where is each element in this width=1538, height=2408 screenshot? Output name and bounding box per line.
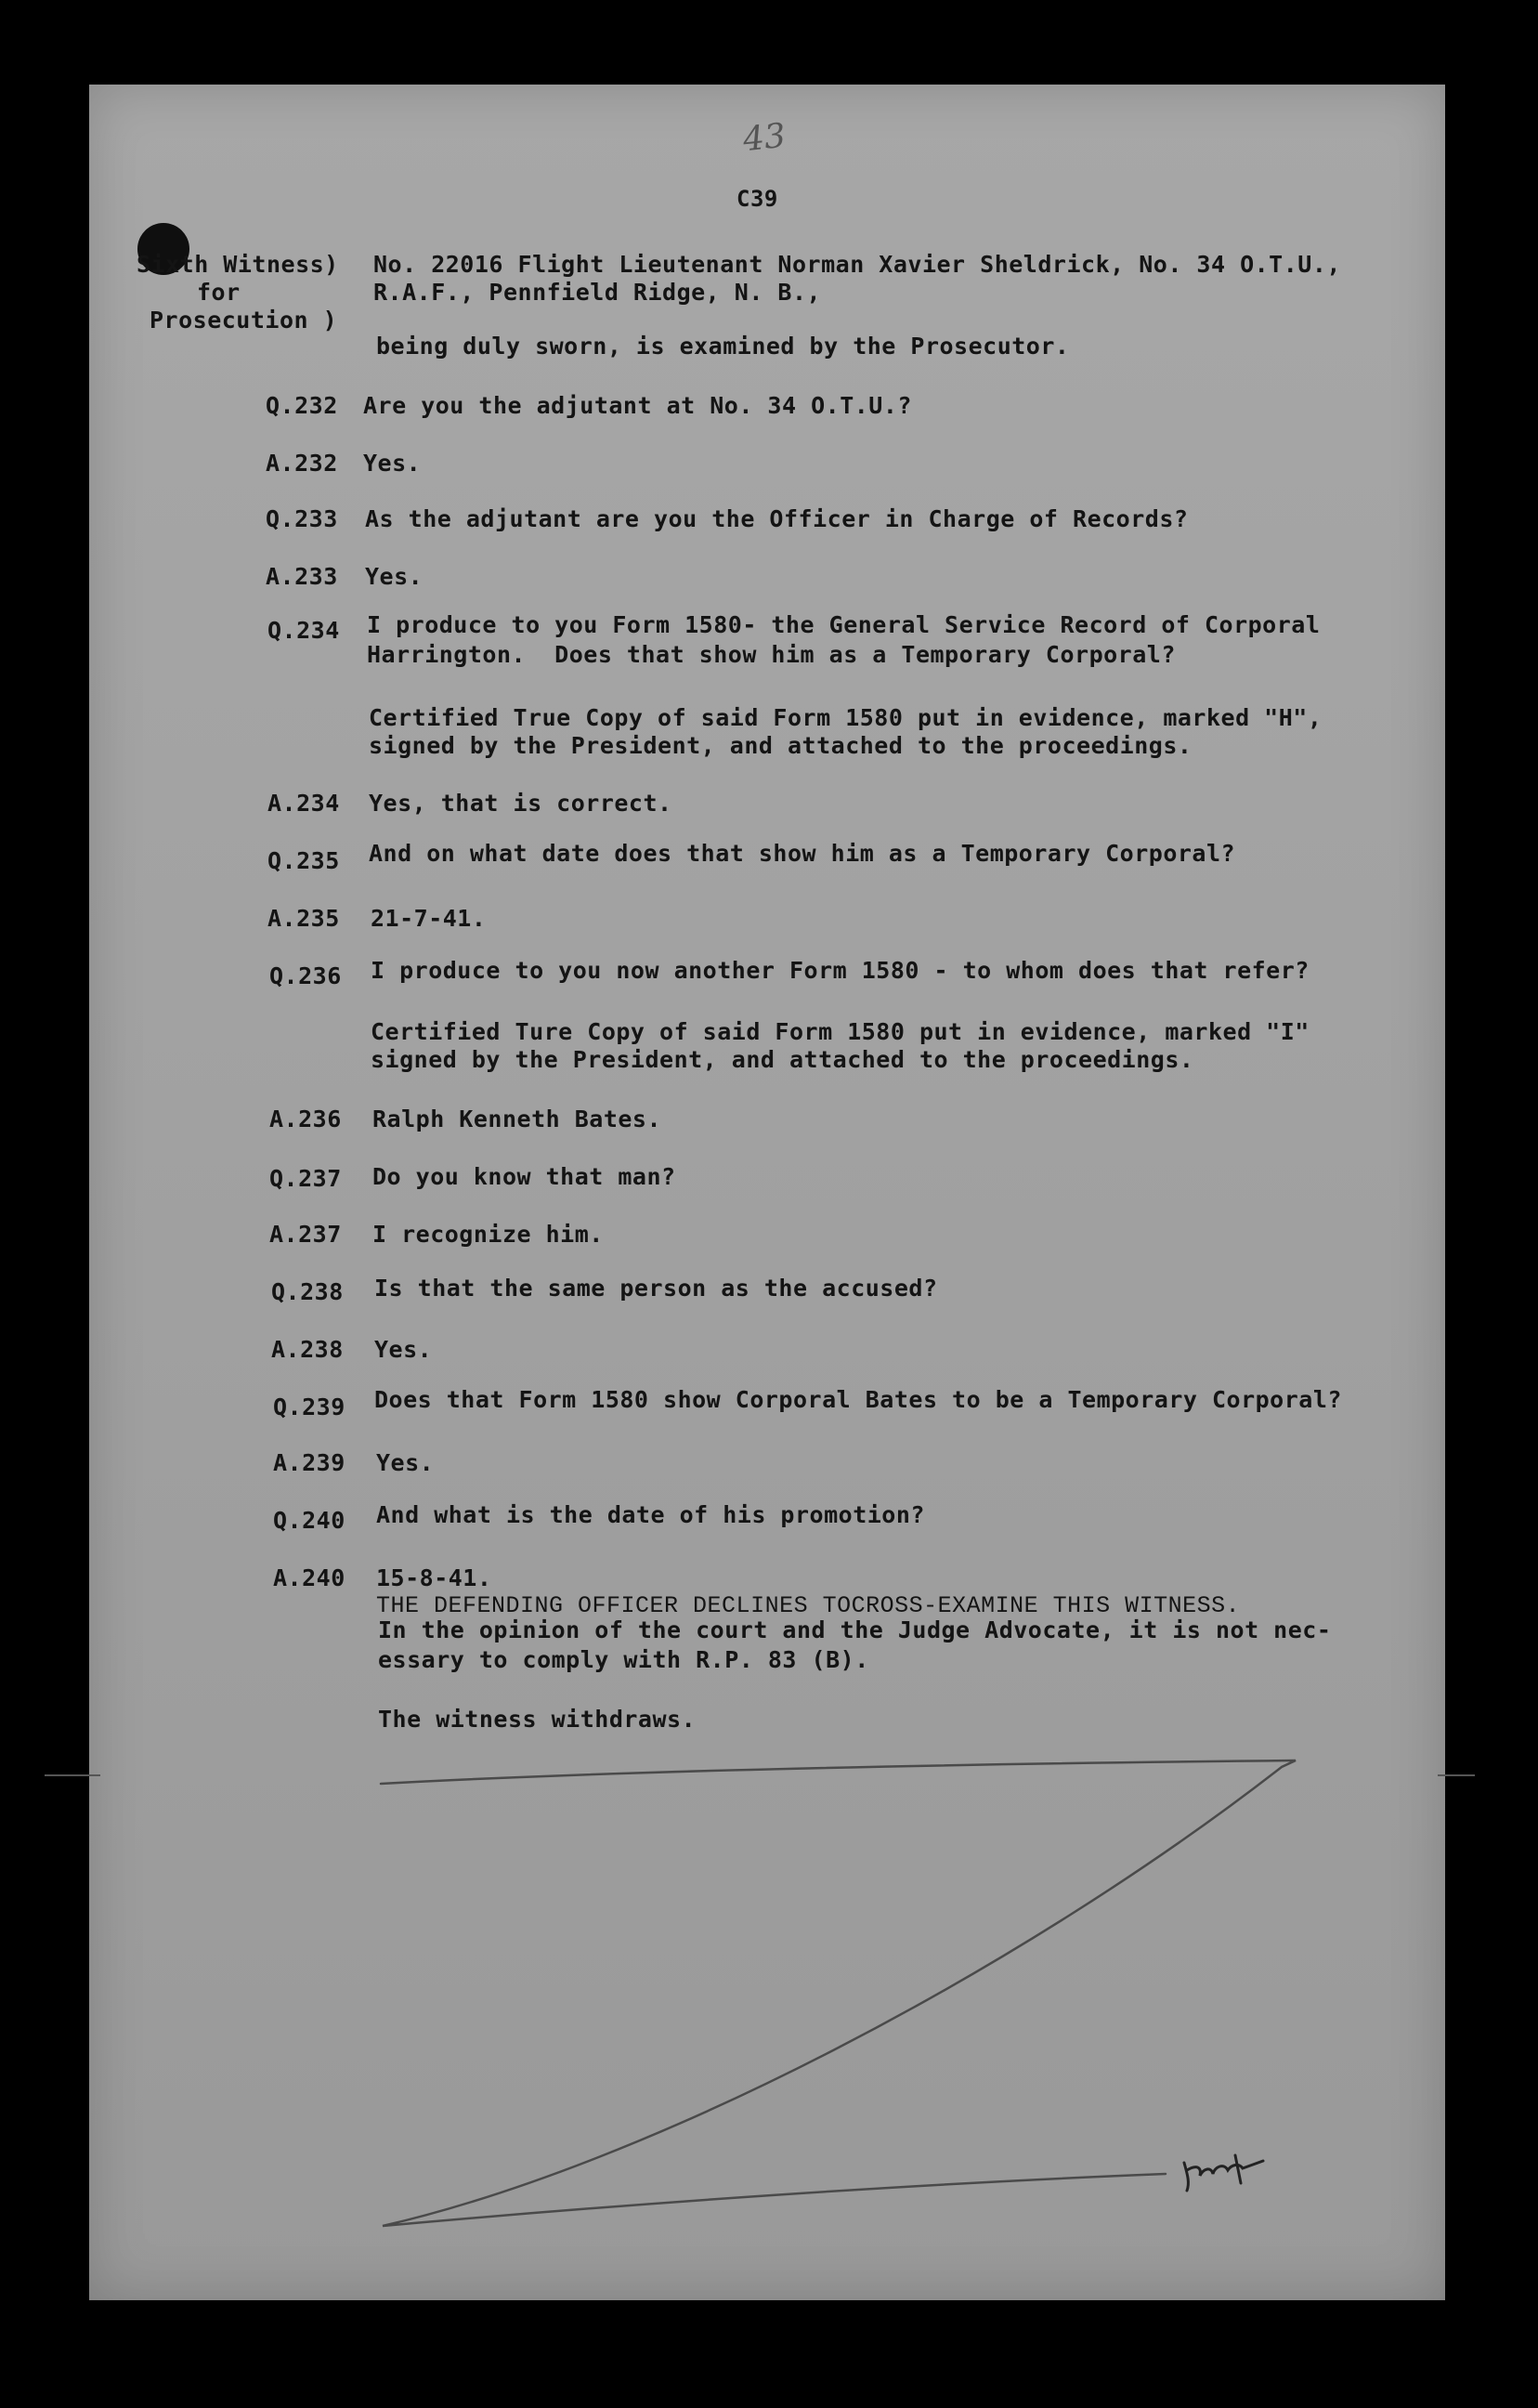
entry-label: Q.236 <box>269 962 342 989</box>
declines-statement: THE DEFENDING OFFICER DECLINES TOCROSS-EXAMINE THIS WITNESS. <box>376 1592 1241 1619</box>
entry-label: A.232 <box>266 450 338 477</box>
scan-edge-mark <box>1438 1774 1475 1776</box>
entry-text: Do you know that man? <box>372 1163 676 1190</box>
entry-label: A.235 <box>267 905 340 932</box>
entry-text: Yes, that is correct. <box>369 790 672 817</box>
entry-text: Does that Form 1580 show Corporal Bates to be a Temporary Corporal? <box>374 1386 1342 1413</box>
entry-text: Ralph Kenneth Bates. <box>372 1106 662 1132</box>
entry-text: Are you the adjutant at No. 34 O.T.U.? <box>363 392 912 419</box>
entry-text: And on what date does that show him as a Temporary Corporal? <box>369 840 1236 867</box>
entry-label: Q.238 <box>271 1278 344 1305</box>
entry-text: I produce to you now another Form 1580 - to whom does that refer? <box>371 957 1310 984</box>
entry-label: A.239 <box>273 1449 345 1476</box>
entry-label: Q.233 <box>266 505 338 532</box>
entry-label: Q.240 <box>273 1507 345 1534</box>
witness-sworn: being duly sworn, is examined by the Prosecutor. <box>376 333 1070 360</box>
entry-text: Yes. <box>363 450 422 477</box>
entry-text: Yes. <box>376 1449 435 1476</box>
witness-side-label-line2: for <box>197 279 241 306</box>
entry-text: As the adjutant are you the Officer in Charge of Records? <box>365 505 1189 532</box>
court-opinion-line2: essary to comply with R.P. 83 (B). <box>378 1646 869 1673</box>
entry-label: A.237 <box>269 1221 342 1248</box>
entry-text: I recognize him. <box>372 1221 604 1248</box>
exhibit-note: signed by the President, and attached to the proceedings. <box>371 1046 1194 1073</box>
witness-withdraws: The witness withdraws. <box>378 1706 697 1733</box>
form-code: C39 <box>736 186 778 212</box>
exhibit-note: Certified True Copy of said Form 1580 put in evidence, marked "H", <box>369 704 1323 731</box>
entry-text: Is that the same person as the accused? <box>374 1275 938 1302</box>
witness-identity-line2: R.A.F., Pennfield Ridge, N. B., <box>373 279 822 306</box>
exhibit-note: signed by the President, and attached to the proceedings. <box>369 732 1193 759</box>
entry-label: Q.235 <box>267 847 340 874</box>
entry-label: A.238 <box>271 1336 344 1363</box>
court-opinion-line1: In the opinion of the court and the Judge Advocate, it is not nec- <box>378 1616 1332 1643</box>
entry-text: And what is the date of his promotion? <box>376 1501 925 1528</box>
entry-text: Yes. <box>365 563 424 590</box>
entry-label: Q.234 <box>267 617 340 644</box>
entry-label: A.233 <box>266 563 338 590</box>
entry-text: 21-7-41. <box>371 905 487 932</box>
witness-side-label-line3: Prosecution ) <box>150 307 338 334</box>
scan-edge-mark <box>45 1774 100 1776</box>
entry-text: 15-8-41. <box>376 1564 492 1591</box>
entry-text: I produce to you Form 1580- the General Service Record of Corporal <box>367 611 1321 638</box>
page-number: 43 <box>740 116 788 160</box>
entry-text: Harrington. Does that show him as a Temporary Corporal? <box>367 641 1176 668</box>
entry-label: A.236 <box>269 1106 342 1132</box>
witness-side-label-line1: Sixth Witness) <box>137 251 339 278</box>
exhibit-note: Certified Ture Copy of said Form 1580 put in evidence, marked "I" <box>371 1018 1310 1045</box>
entry-text: Yes. <box>374 1336 433 1363</box>
entry-label: Q.232 <box>266 392 338 419</box>
entry-label: Q.237 <box>269 1165 342 1192</box>
entry-label: A.240 <box>273 1564 345 1591</box>
entry-label: A.234 <box>267 790 340 817</box>
witness-identity-line1: No. 22016 Flight Lieutenant Norman Xavier Sheldrick, No. 34 O.T.U., <box>373 251 1341 278</box>
entry-label: Q.239 <box>273 1394 345 1420</box>
